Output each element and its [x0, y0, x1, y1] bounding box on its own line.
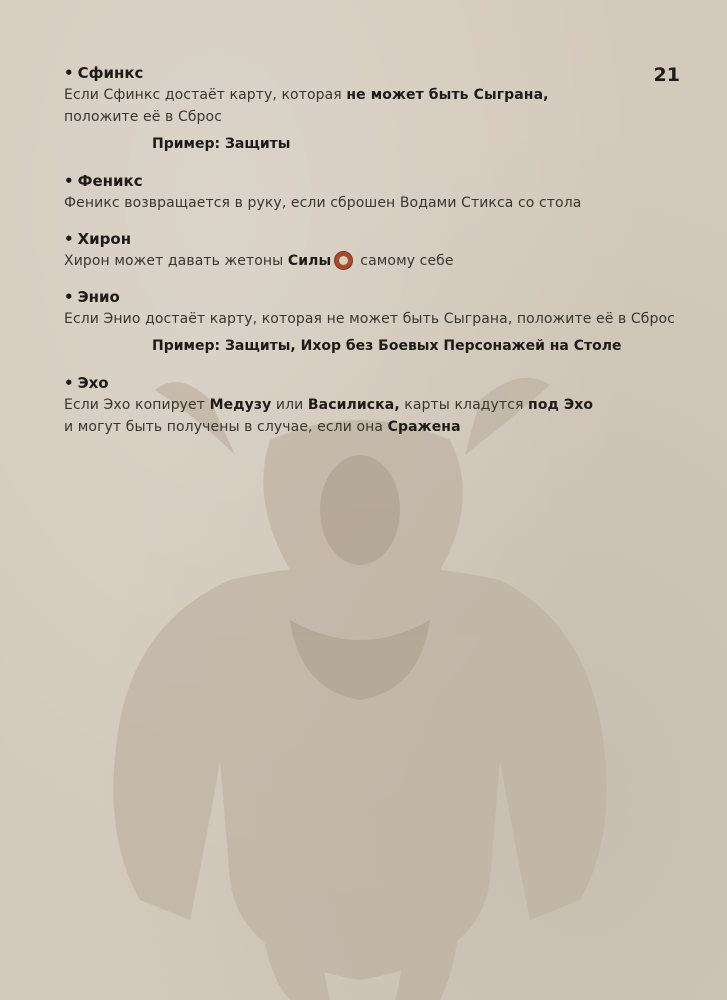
- entry-title: • Феникс: [64, 172, 143, 190]
- entry-text: Если Сфинкс достаёт карту, которая не может быть Сыграна,: [64, 87, 549, 103]
- entry-example: Пример: Защиты: [152, 136, 291, 152]
- entry-text: Хирон может давать жетоны Силы самому себе: [64, 253, 454, 269]
- entry-enyo: [64, 286, 684, 358]
- entry-sphinx: [64, 62, 684, 156]
- entry-title: • Эхо: [64, 374, 109, 392]
- entry-text: положите её в Сброс: [64, 109, 222, 125]
- minotaur-watermark-icon: [60, 360, 680, 1000]
- power-token-icon: [335, 252, 352, 269]
- entry-chiron: [64, 228, 684, 272]
- entry-echo: [64, 372, 684, 438]
- entry-text: и могут быть получены в случае, если она Сражена: [64, 419, 461, 435]
- entry-title: • Хирон: [64, 230, 132, 248]
- entry-phoenix: [64, 170, 684, 214]
- entry-text: Если Энио достаёт карту, которая не может быть Сыграна, положите её в Сброс: [64, 311, 675, 327]
- entry-example: Пример: Защиты, Ихор без Боевых Персонажей на Столе: [152, 338, 622, 354]
- entry-title: • Энио: [64, 288, 120, 306]
- entry-text: Если Эхо копирует Медузу или Василиска, карты кладутся под Эхо: [64, 397, 594, 413]
- entry-title: • Сфинкс: [64, 64, 144, 82]
- page-number: 21: [653, 64, 680, 86]
- content: [64, 62, 684, 452]
- entry-text: Феникс возвращается в руку, если сброшен Водами Стикса со стола: [64, 195, 582, 211]
